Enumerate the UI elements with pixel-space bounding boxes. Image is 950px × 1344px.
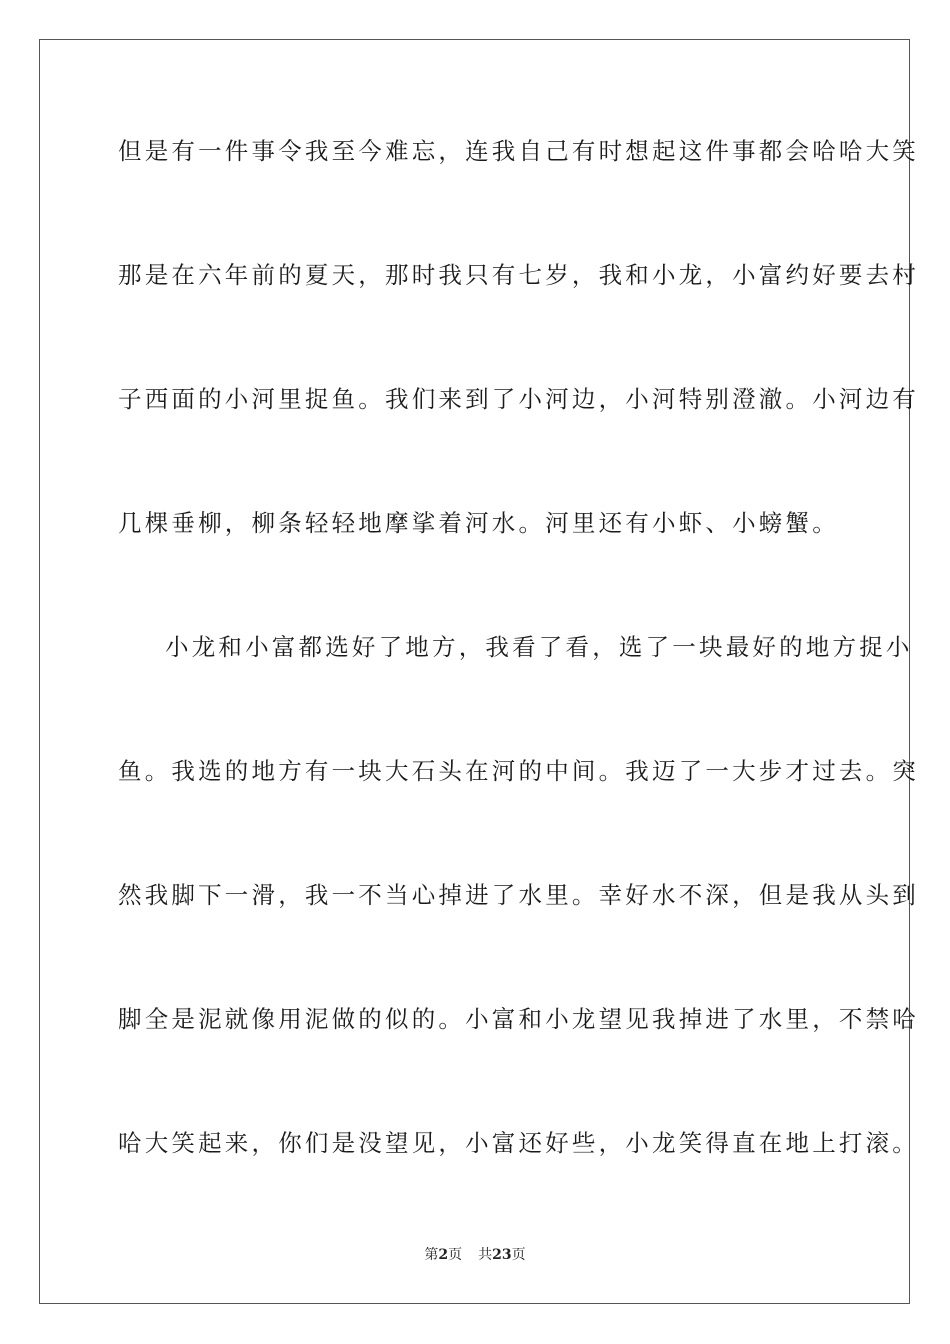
page-border xyxy=(39,39,919,1304)
paragraph-line-4: 几棵垂柳，柳条轻轻地摩挲着河水。河里还有小虾、小螃蟹。 xyxy=(118,509,839,537)
total-pages: 23 xyxy=(492,1247,512,1263)
paragraph-line-8: 脚全是泥就像用泥做的似的。小富和小龙望见我掉进了水里，不禁哈 xyxy=(118,1005,919,1033)
total-suffix: 页 xyxy=(511,1247,526,1263)
paragraph-line-7: 然我脚下一滑，我一不当心掉进了水里。幸好水不深，但是我从头到 xyxy=(118,881,919,909)
paragraph-line-5: 小龙和小富都选好了地方，我看了看，选了一块最好的地方捉小 xyxy=(165,633,913,661)
page-footer xyxy=(0,1246,950,1264)
paragraph-line-3: 子西面的小河里捉鱼。我们来到了小河边，小河特别澄澈。小河边有 xyxy=(118,385,919,413)
paragraph-line-1: 但是有一件事令我至今难忘，连我自己有时想起这件事都会哈哈大笑 xyxy=(118,137,919,165)
page-prefix: 第 xyxy=(424,1247,439,1263)
paragraph-line-2: 那是在六年前的夏天，那时我只有七岁，我和小龙，小富约好要去村 xyxy=(118,261,919,289)
total-prefix: 共 xyxy=(478,1247,493,1263)
paragraph-line-6: 鱼。我选的地方有一块大石头在河的中间。我迈了一大步才过去。突 xyxy=(118,757,919,785)
page-suffix: 页 xyxy=(448,1247,463,1263)
page-number: 2 xyxy=(438,1247,449,1263)
paragraph-line-9: 哈大笑起来，你们是没望见，小富还好些，小龙笑得直在地上打滚。 xyxy=(118,1129,919,1157)
